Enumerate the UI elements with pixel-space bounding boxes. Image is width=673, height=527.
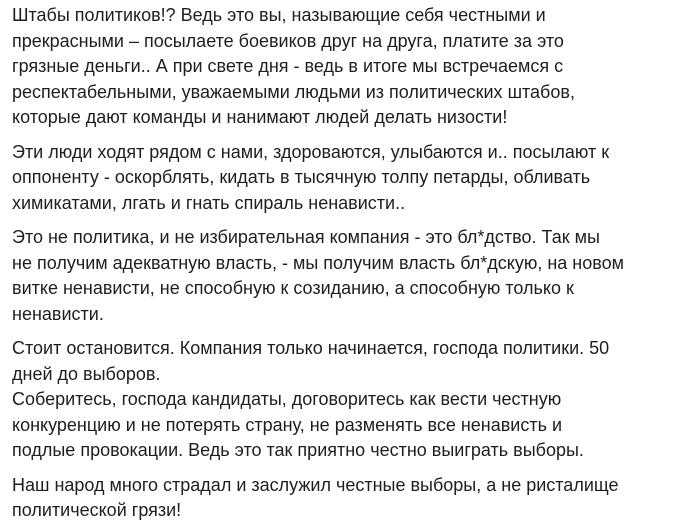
text-line: Это не политика, и не избирательная компания - это бл*дство. Так мы <box>12 227 600 247</box>
text-line: Эти люди ходят рядом с нами, здороваются, улыбаются и.. посылают к <box>12 141 610 162</box>
text-line: ненависти. <box>12 303 104 324</box>
text-line: респектабельными, уважаемыми людьми из политических штабов, <box>12 81 575 102</box>
text-line: политической грязи! <box>12 500 182 520</box>
text-line: грязные деньги.. А при свете дня - ведь в итоге мы встречаемся с <box>12 56 564 76</box>
post-paragraph <box>12 3 665 131</box>
text-line: дней до выборов. <box>12 363 161 384</box>
text-line: не получим адекватную власть, - мы получим власть бл*дскую, на новом <box>12 252 624 273</box>
post-paragraph <box>12 473 665 524</box>
text-line: химикатами, лгать и гнать спираль ненависти.. <box>12 192 406 213</box>
post-paragraph <box>12 336 665 464</box>
text-line: витке ненависти, не способную к созиданию, а способную только к <box>12 278 574 298</box>
text-line: Наш народ много страдал и заслужил честные выборы, а не ристалище <box>12 474 619 495</box>
post-paragraph <box>12 225 665 327</box>
text-line: Соберитесь, господа кандидаты, договоритесь как вести честную <box>12 389 562 409</box>
text-line: оппоненту - оскорблять, кидать в тысячную толпу петарды, обливать <box>12 167 591 187</box>
text-line: конкуренцию и не потерять страну, не разменять все ненависть и <box>12 414 563 435</box>
text-line: которые дают команды и нанимают людей делать низости! <box>12 107 508 127</box>
text-line: Стоит остановится. Компания только начинается, господа политики. 50 <box>12 338 610 358</box>
post-paragraph <box>12 140 665 217</box>
text-line: Штабы политиков!? Ведь это вы, называющие себя честными и <box>12 5 546 25</box>
text-line: подлые провокации. Ведь это так приятно честно выиграть выборы. <box>12 440 584 460</box>
text-line: прекрасными – посылаете боевиков друг на друга, платите за это <box>12 30 564 51</box>
